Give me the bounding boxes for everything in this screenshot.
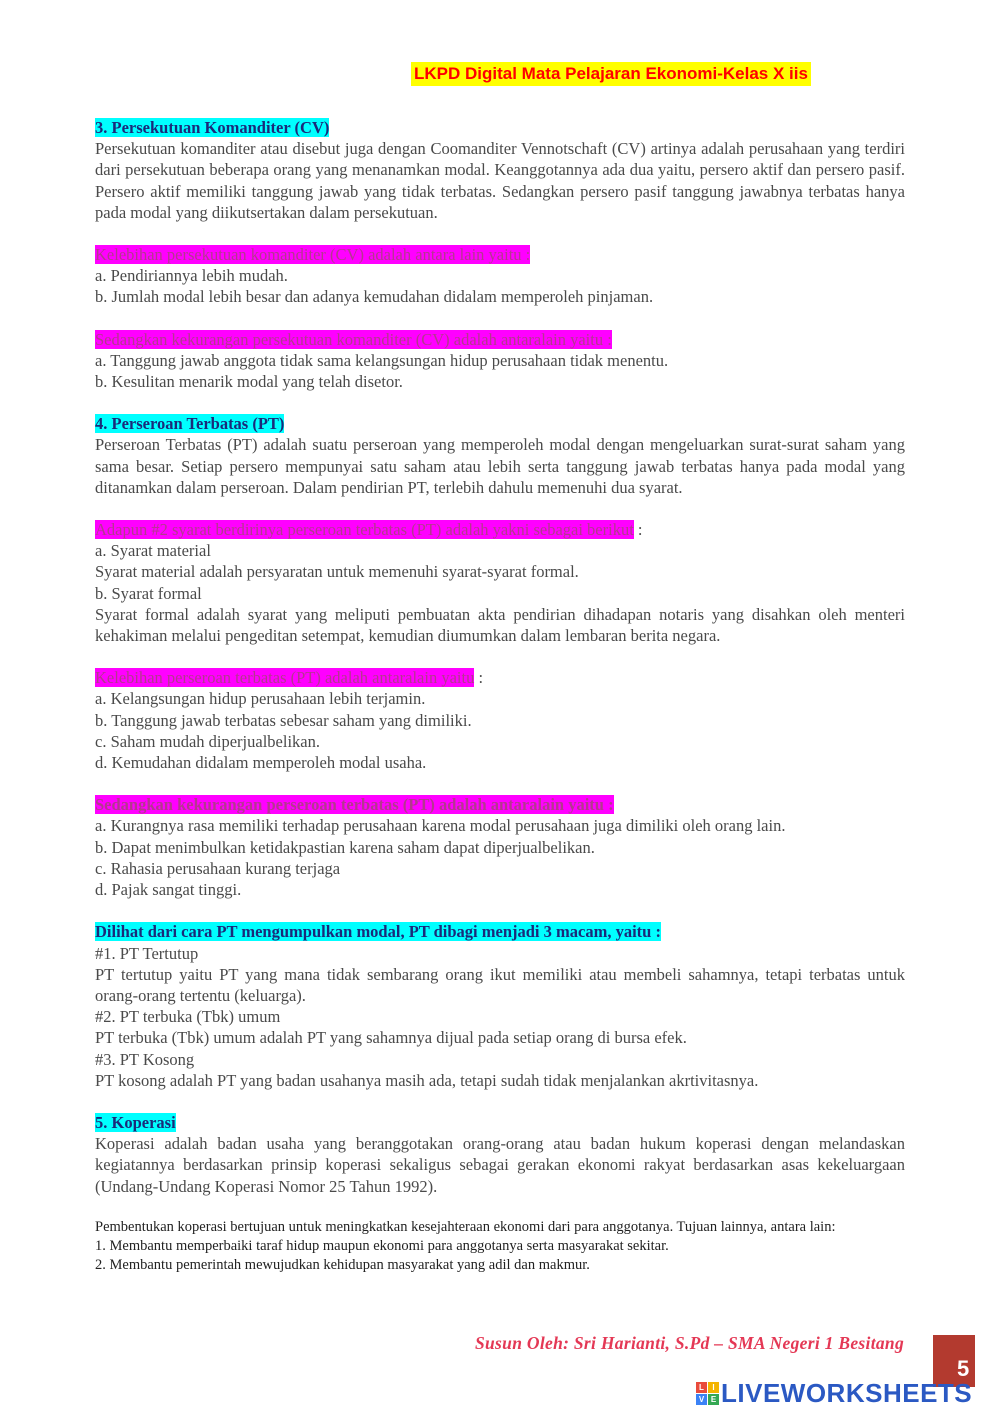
list-item: 1. Membantu memperbaiki taraf hidup maupun ekonomi para anggotanya serta masyarakat sekitar. (95, 1237, 669, 1254)
list-item: a. Syarat material (95, 541, 211, 561)
section-heading-pt: 4. Perseroan Terbatas (PT) (95, 414, 285, 434)
list-item: b. Tanggung jawab terbatas sebesar saham yang dimiliki. (95, 710, 472, 730)
document-body (95, 117, 905, 1275)
cv-description: Persekutuan komanditer atau disebut juga dengan Coomanditer Vennotschaft (CV) artinya adalah perusahaan yang terdiri dari persekutuan beberapa orang yang menanamkan modal. Keanggotannya ada dua yaitu, persero aktif dan persero pasif. Persero aktif memiliki tanggung jawab yang tidak terbatas. Sedangkan persero pasif tanggung jawabnya terbatas hanya pada modal yang diikutsertakan dalam persekutuan. (95, 139, 905, 222)
list-item: b. Kesulitan menarik modal yang telah disetor. (95, 372, 403, 392)
section-heading-koperasi: 5. Koperasi (95, 1112, 176, 1132)
cv-advantages-heading: Kelebihan persekutuan komanditer (CV) adalah antara lain yaitu : (95, 245, 531, 265)
section-heading-cv: 3. Persekutuan Komanditer (CV) (95, 118, 330, 137)
list-item: d. Kemudahan didalam memperoleh modal usaha. (95, 753, 427, 773)
list-item: b. Dapat menimbulkan ketidakpastian karena saham dapat diperjualbelikan. (95, 837, 595, 857)
list-item: d. Pajak sangat tinggi. (95, 880, 242, 900)
pt-disadvantages-heading: Sedangkan kekurangan perseroan terbatas (PT) adalah antaralain yaitu : (95, 795, 614, 815)
list-item: Syarat material adalah persyaratan untuk memenuhi syarat-syarat formal. (95, 562, 579, 582)
list-item: b. Syarat formal (95, 583, 202, 603)
pt-description: Perseroan Terbatas (PT) adalah suatu perseroan yang memperoleh modal dengan mengeluarkan surat-surat saham yang sama besar. Setiap persero mempunyai satu saham atau lebih serta tanggung jawab terbatas hanya pada modal yang ditanamkan dalam perseroan. Dalam pendirian PT, terlebih dahulu memenuhi dua syarat. (95, 435, 905, 497)
list-item: PT terbuka (Tbk) umum adalah PT yang sahamnya dijual pada setiap orang di bursa efek. (95, 1028, 687, 1048)
list-item: a. Kurangnya rasa memiliki terhadap perusahaan karena modal perusahaan juga dimiliki oleh orang lain. (95, 816, 786, 836)
koperasi-description: Koperasi adalah badan usaha yang beranggotakan orang-orang atau badan hukum koperasi dengan melandaskan kegiatannya berdasarkan prinsip koperasi sekaligus sebagai gerakan ekonomi rakyat berdasarkan asas kekeluargaan (Undang-Undang Koperasi Nomor 25 Tahun 1992). (95, 1134, 905, 1196)
list-item: PT kosong adalah PT yang badan usahanya masih ada, tetapi sudah tidak menjalankan akrtivitasnya. (95, 1070, 759, 1090)
koperasi-purpose: Pembentukan koperasi bertujuan untuk meningkatkan kesejahteraan ekonomi dari para anggotanya. Tujuan lainnya, antara lain: (95, 1218, 836, 1235)
list-item: b. Jumlah modal lebih besar dan adanya kemudahan didalam memperoleh pinjaman. (95, 287, 654, 307)
brand-name: LIVEWORKSHEETS (721, 1377, 973, 1408)
pt-advantages-heading: Kelebihan perseroan terbatas (PT) adalah antaralain yaitu (95, 668, 475, 688)
liveworksheets-logo-icon: L I V E (696, 1382, 718, 1404)
pt-requirements-heading: Adapun #2 syarat berdirinya perseroan terbatas (PT) adalah yakni sebagai berikut (95, 520, 634, 540)
liveworksheets-brand[interactable] (696, 1378, 972, 1408)
list-item: c. Saham mudah diperjualbelikan. (95, 731, 320, 751)
heading-colon: : (633, 520, 643, 540)
list-item: c. Rahasia perusahaan kurang terjaga (95, 858, 341, 878)
pt-types-heading: Dilihat dari cara PT mengumpulkan modal, PT dibagi menjadi 3 macam, yaitu : (95, 922, 661, 942)
list-item: a. Kelangsungan hidup perusahaan lebih terjamin. (95, 689, 426, 709)
list-item: a. Pendiriannya lebih mudah. (95, 266, 288, 286)
worksheet-title: LKPD Digital Mata Pelajaran Ekonomi-Kelas X iis (411, 62, 811, 86)
list-item: #1. PT Tertutup (95, 943, 199, 963)
formal-requirement-text: Syarat formal adalah syarat yang meliputi pembuatan akta pendirian dihadapan notaris yang disahkan oleh menteri kehakiman melalui pengeditan setempat, kemudian diumumkan dalam lembaran berita negara. (95, 604, 905, 646)
cv-disadvantages-heading: Sedangkan kekurangan persekutuan komanditer (CV) adalah antaralain yaitu : (95, 329, 612, 349)
footer-author: Susun Oleh: Sri Harianti, S.Pd – SMA Negeri 1 Besitang (474, 1333, 904, 1353)
list-item: 2. Membantu pemerintah mewujudkan kehidupan masyarakat yang adil dan makmur. (95, 1256, 590, 1273)
list-item: a. Tanggung jawab anggota tidak sama kelangsungan hidup perusahaan tidak menentu. (95, 350, 669, 370)
list-item: #2. PT terbuka (Tbk) umum (95, 1007, 281, 1027)
heading-colon: : (474, 668, 484, 688)
list-item: #3. PT Kosong (95, 1049, 195, 1069)
page-number: 5 (957, 1356, 970, 1381)
list-item: PT tertutup yaitu PT yang mana tidak sembarang orang ikut memiliki atau membeli sahamnya, tetapi terbatas untuk orang-orang tertentu (keluarga). (95, 964, 905, 1005)
